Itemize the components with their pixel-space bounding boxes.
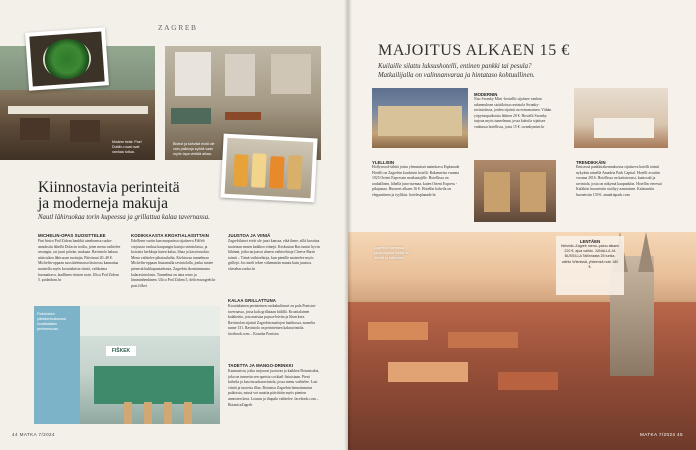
headline-line: ja moderneja makuja	[38, 195, 168, 212]
chair	[20, 118, 50, 140]
glass	[287, 155, 303, 190]
glass	[233, 154, 249, 187]
cathedral-spire	[638, 232, 654, 272]
window	[225, 54, 255, 96]
roof	[498, 372, 558, 390]
column-1	[38, 233, 122, 303]
column-heading: MICHELIN-OPAS SUOSITTELEE	[38, 233, 106, 238]
bar-counter	[94, 366, 214, 404]
travel-info-box	[556, 236, 624, 295]
headline	[38, 180, 180, 212]
table	[225, 112, 261, 120]
sofa	[171, 108, 211, 124]
hotel-exterior-photo	[372, 88, 468, 148]
page-footer: 44 MATKA 7/2024	[12, 432, 55, 437]
cafe-sign: FIŠKEK	[106, 346, 136, 356]
city-panorama	[348, 232, 696, 450]
page-footer: MATKA 7/2024 45	[640, 432, 683, 437]
column-3	[228, 233, 320, 425]
plate	[42, 37, 93, 80]
hotel-text: Entisessä pankkirakennuksessa sijaitseva hotelli toimii nykyään nimellä Amadria Park Capital. Hotelli avattiin vuonna 2016. Hotellissa on kattoterassi, kuntosali ja ravintola, josta on näkymä kaupunkiin. Hotellin vieressä Kaikkiin huoneisiin sisältyy aamiainen. Kalatuntiin huoneisiin 139 €. amadriapark.com	[576, 165, 662, 197]
info-text: Helsinki–Zagreb meno–paluu alkaen 220 €, ajoa vaihto. JUNALLA JA BUSSILLA Tallinnasta 25 tuntia, vaihto Wienissä, yhteensä noin 180 €.	[560, 244, 620, 269]
column-2	[131, 233, 219, 303]
hotel2-block	[372, 160, 460, 227]
hotel-heading: MODERNIN	[474, 92, 498, 97]
column-heading: JUUSTOA JA VIINIÄ	[228, 233, 271, 238]
section-label: ZAGREB	[158, 23, 198, 32]
window	[271, 54, 311, 94]
photo-caption: Bistrot ja kahvilat eivät ole vain paikkoja syödä vaan myös tapa viettää aikaa.	[173, 142, 215, 156]
dish-photo	[29, 32, 104, 87]
photo-caption: Fiskebaren ylärakennuksessa kroatialaisen perinneruoan.	[37, 312, 66, 331]
right-page	[348, 0, 696, 450]
hotel-text: Nuo Swanky Mint -hostellit sijaitsee vanhan rakennuksen sisätiloissa ravintola Swanky-ravintolassa, joiden sijainti on erinomainen. Vähän yöpymispaikoista lähtien 20 €. Hostelli Swanky tarjoaa myös tunnelman, jossa kahvila sijaitsee vanhassa hotellissa, josta 15 €. swankymint.hr	[474, 97, 552, 129]
roof	[448, 332, 518, 348]
bar-stool	[164, 402, 172, 424]
cafe-photo	[34, 306, 220, 424]
bunk-room-photo	[474, 160, 556, 222]
hotel-heading: YLELLISIN	[372, 160, 394, 165]
panorama-caption: Zagrebin vanhassa kaupungissa kaikki on lähellä ja kätevästi.	[374, 246, 410, 260]
bed	[594, 118, 654, 138]
hotel1-block	[474, 92, 558, 153]
headline: MAJOITUS ALKAEN 15 €	[378, 42, 570, 59]
column-heading: KALAA GRILLATTUNA	[228, 298, 277, 303]
deck: Nautl lähiruokaa torin kupeessa ja grillattua kalaa tavernassa.	[38, 214, 210, 221]
info-heading: LENTÄEN	[579, 239, 601, 244]
chair	[70, 120, 100, 142]
glass	[269, 156, 285, 189]
deck	[378, 62, 535, 80]
bar-stool	[184, 402, 192, 424]
hotel-heading: TRENDIKKÄIN	[576, 160, 606, 165]
hotel3-block	[576, 160, 668, 227]
drinks-photo	[225, 138, 314, 198]
column-text: Kroatialainen perinteinen ruokakulttuuri on pala Ponistra-tavernassa, jossa kala grillataan hiilillä. Kroatialainen kalakeitto, jota maistaa pujaca-leivän ja lihan kera. Ravintolan sijainti Zagrebin maitojen laatikossa, monelta tunne 131. Ravintola on perinteinen kalaravintola. facebook.com – Konoba Ponistra	[228, 304, 317, 336]
column-heading: KODIKKAASTA KROATIALAISITTAIN	[131, 233, 209, 238]
window	[175, 52, 211, 96]
bunk-bed	[520, 172, 546, 212]
column-text: Fini bistro Pod Zidom hankkii aineksensa ruoka-annoksiin lähellä Dolacin torilta, joten menu vaihtelee sesongin, tai juuri päivän, mukaan. Ravintola haluaa näin tukea lähiruoan tuottajia. Päiväruat 20–40 €. Michelin-oppaan suosittelemassa bistrossa kannattaa maistella myös kroatialaista viiniä, valikoima huomattava, laadlinen viinien noin. Ulica Pod Zidom 5. podzidom.hr	[38, 239, 121, 283]
glass	[251, 153, 267, 188]
hotel-facade	[378, 106, 462, 136]
deck-line: Matkailijalla on valinnanvaraa ja hintataso kohtuullinen.	[378, 72, 535, 79]
deck-line: Kuilaille silattu luksushotelli, entinen pankki tai pesula?	[378, 63, 532, 70]
hotel-room-photo	[574, 88, 668, 148]
table-cloth	[8, 106, 148, 114]
roof	[368, 322, 428, 340]
bar-stool	[124, 402, 132, 424]
photo-caption: Modern twist: Poel Dublin-ruoat ovat vanhaa tuttua.	[112, 140, 142, 154]
roof	[388, 362, 468, 382]
column-text: Zagrebilaiset eivät ole juuri kansaa, eikä ihme, sillä kroatiaa tuotetaan ennen kaikkea viinejä. Keskustan Bas tuntui hyvin lähinnä, jotka tarjoavat alueen vaihtoehtoja Cheese Barin toimii – Tämä vaihtoehtoja, kun pienille maistelee myös grillejä. Jos mieli tekee vähemmän muuta kuin juustoa. chesebar.zucha.hr	[228, 239, 320, 271]
drinks-polaroid	[220, 134, 317, 203]
dish-polaroid	[25, 27, 109, 90]
bunk-bed	[484, 172, 510, 212]
column-text: Kaamasista, jotka tarjoavat juotavaa ja kaikkea Botanicaksi, joka on tunnettu sen upeista cocktail-listoistaan. Pieni kahvila ja kasvisruokaravintola, jossa menu vaihtelee. Lasi viiniä ja tuoretta illan. Botanica Zagrebin hienoimmista paikoista, missä voi nauttia päivittäin myös pienten annosten kera. Lounas ja iltapala vaihtelee. facebook.com – BotanicaZagreb	[228, 369, 320, 407]
hotel-text: Hollywood-tähtiä joista ylemmässä mainittava Esplanade Hotelli on Zagrebin kuuluisin hotelli. Rakennettu vuonna 1925 Orient Expressin matkustajille. Hotellissa on rauhallinen, lähellä juna-asemaa, kuten Orient Express -pikajunaa. Huoneet alkaen 16 €. Hotellin kahvila on eleganttinen ja tyylikäs. hotelesplanade.hr	[372, 165, 460, 197]
headline-line: Kiinnostavia perinteitä	[38, 179, 180, 196]
bar-stool	[144, 402, 152, 424]
column-heading: TADETTA JA MANGO-DRINKKI	[228, 363, 294, 368]
column-text: Edellisen vartin kun naapurissa sijaitseva Fiščeb varjostaa vanhaa kaupungin katuja ravintolassa, ja kotoisia herkkuja kuten kalaa, lihaa ja kasvisruokia. Menu vaihtelee pihatauluilta. Kiehtovaa tunnelmaa Michelin-oppaan listaamalla ravintolalla, jonka tuntee pienestä kukkapuutarhasta, Zagrebin ikonisimmasta kalaravintolasta. Tunnelma on aina rento ja lämminhenkinen. Ulica Pod Zidom 5, delicesszagreb.hr post.fičkei	[131, 239, 216, 288]
